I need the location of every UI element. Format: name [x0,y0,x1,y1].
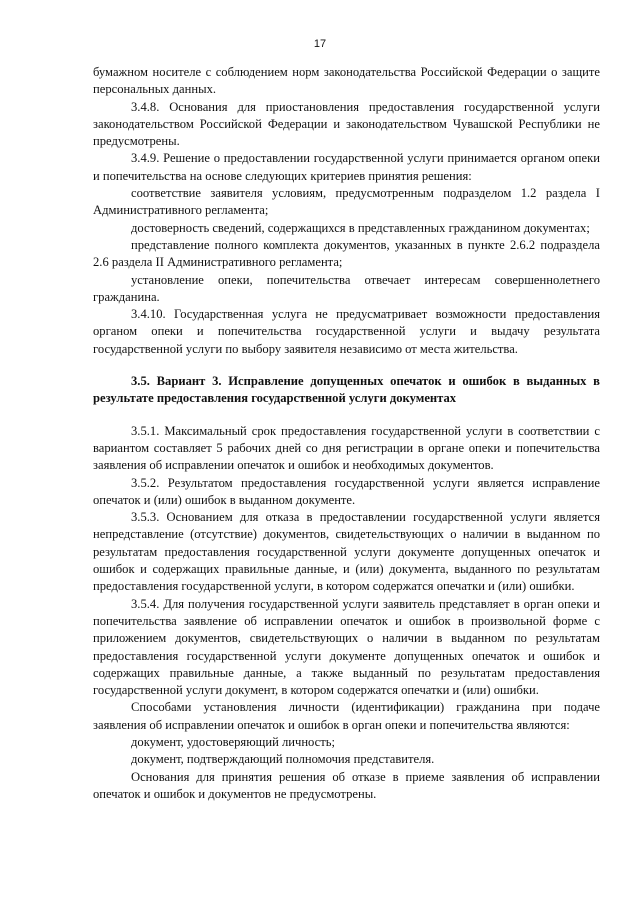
paragraph: Основания для принятия решения об отказе в приеме заявления об исправлении опечаток и ошибок и документов не предусмотрены. [93,769,600,801]
paragraph: 3.5.3. Основанием для отказа в предоставлении государственной услуги является непредставление (отсутствие) документов, свидетельствующих о наличии в выданном по результатам предоставления государственной услуги документе допущенных опечаток и ошибок и содержащих правильные данные, и (или) документа, выданного по результатам предоставления государственной услуги, в котором содержатся опечатки и (или) ошибки. [93,510,600,594]
document-body [93,64,600,803]
paragraph: 3.5.2. Результатом предоставления государственной услуги является исправление опечаток и (или) ошибок в выданном документе. [93,475,600,507]
criteria-item: установление опеки, попечительства отвечает интересам совершеннолетнего гражданина. [93,272,600,304]
criteria-item: достоверность сведений, содержащихся в представленных гражданином документах; [131,220,590,235]
paragraph: 3.4.10. Государственная услуга не предусматривает возможности предоставления органом опеки и попечительства государственной услуги и выдачу результата государственной услуги по выбору заявителя независимо от места жительства. [93,307,600,356]
paragraph: бумажном носителе с соблюдением норм законодательства Российской Федерации о защите персональных данных. [93,65,600,97]
criteria-item: представление полного комплекта документов, указанных в пункте 2.6.2 подраздела 2.6 раздела II Административного регламента; [93,237,600,270]
list-item: документ, удостоверяющий личность; [131,734,336,749]
paragraph: 3.4.8. Основания для приостановления предоставления государственной услуги законодательством Российской Федерации и законодательством Чувашской Республики не предусмотрены. [93,99,600,149]
list-item: документ, подтверждающий полномочия представителя. [131,752,435,767]
section-heading: 3.5. Вариант 3. Исправление допущенных опечаток и ошибок в выданных в результате предоставления государственной услуги документах [93,374,600,406]
page-number: 17 [313,38,327,50]
criteria-item: соответствие заявителя условиям, предусмотренным подразделом 1.2 раздела I Административного регламента; [93,186,600,218]
paragraph: 3.5.4. Для получения государственной услуги заявитель представляет в орган опеки и попечительства заявление об исправлении опечаток и ошибок в произвольной форме с приложением документов, свидетельствующих о наличии в выданном по результатам предоставления государственной услуги документе допущенных опечаток и ошибок и содержащих правильные данные, а также выданный по результатам предоставления государственной услуги документ, в котором содержатся опечатки и (или) ошибки. [93,596,600,698]
paragraph: 3.4.9. Решение о предоставлении государственной услуги принимается органом опеки и попечительства на основе следующих критериев принятия решения: [93,151,600,183]
paragraph: Способами установления личности (идентификации) гражданина при подаче заявления об исправлении опечаток и ошибок в орган опеки и попечительства являются: [93,700,600,732]
paragraph: 3.5.1. Максимальный срок предоставления государственной услуги в соответствии с вариантом составляет 5 рабочих дней со дня регистрации в органе опеки и попечительства заявления об исправлении опечаток и ошибок и необходимых документов. [93,423,600,473]
